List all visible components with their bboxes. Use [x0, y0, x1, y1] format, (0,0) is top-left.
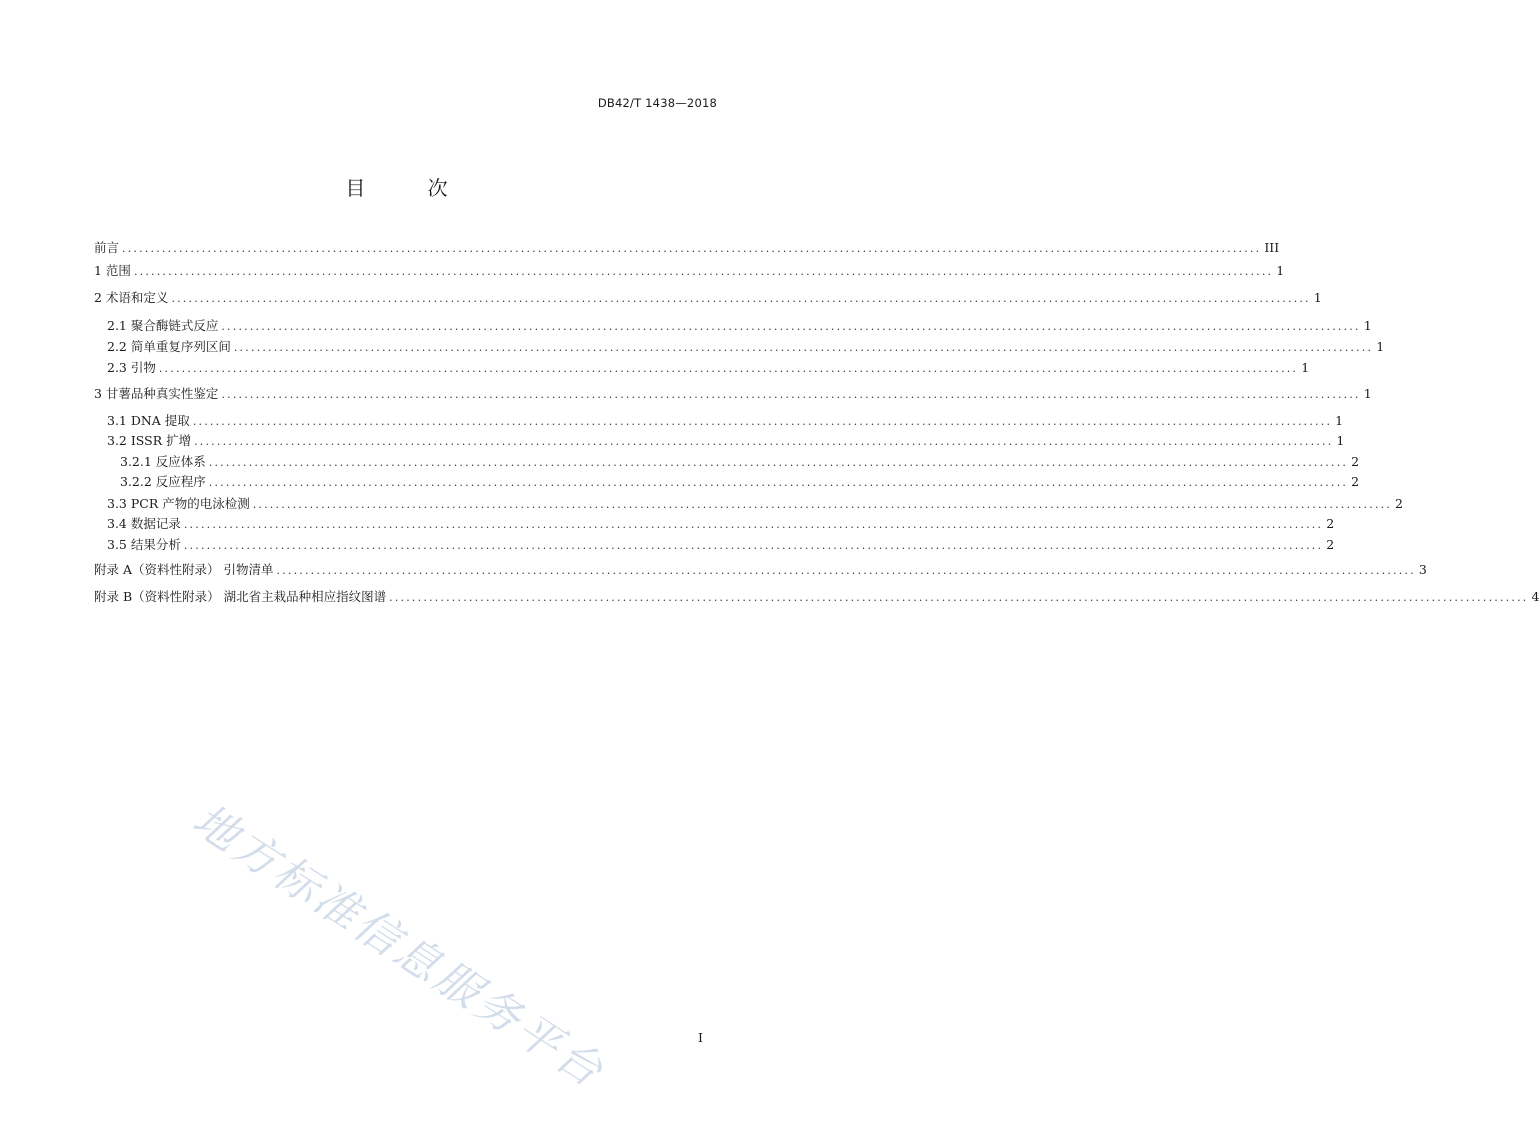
toc-entry-label: 3.3 PCR 产物的电泳检测: [107, 496, 250, 511]
toc-entry[interactable]: [94, 384, 1372, 404]
toc-entry-label: 2 术语和定义: [94, 290, 169, 305]
toc-leader-dots: ........................................................................................................................................................................................................: [183, 518, 1324, 531]
toc-entry[interactable]: [94, 288, 1322, 308]
toc-entry-page: 2: [1326, 516, 1335, 531]
toc-leader-dots: ........................................................................................................................................................................................................: [133, 265, 1274, 278]
toc-entry-page: 4: [1531, 589, 1539, 604]
toc-entry-page: 1: [1335, 413, 1344, 428]
toc-leader-dots: ........................................................................................................................................................................................................: [183, 539, 1324, 552]
page-title: 目 次: [345, 176, 476, 200]
toc-entry-page: 1: [1301, 360, 1310, 375]
toc-entry[interactable]: [107, 316, 1372, 336]
toc-leader-dots: ........................................................................................................................................................................................................: [221, 320, 1361, 333]
toc-entry-page: 2: [1395, 496, 1403, 511]
toc-entry-label: 附录 A（资料性附录） 引物清单: [94, 562, 274, 577]
toc-leader-dots: ........................................................................................................................................................................................................: [389, 591, 1529, 604]
toc-entry[interactable]: [107, 358, 1310, 378]
toc-entry-page: 1: [1376, 339, 1385, 354]
toc-entry[interactable]: [107, 411, 1344, 431]
toc-entry-label: 3.2.2 反应程序: [120, 474, 206, 489]
toc-entry[interactable]: [94, 587, 1539, 607]
toc-leader-dots: ........................................................................................................................................................................................................: [171, 292, 1311, 305]
toc-leader-dots: ........................................................................................................................................................................................................: [192, 415, 1333, 428]
toc-entry[interactable]: [94, 238, 1280, 258]
toc-leader-dots: ........................................................................................................................................................................................................: [276, 564, 1416, 577]
toc-entry-label: 3.4 数据记录: [107, 516, 181, 531]
toc-entry[interactable]: [94, 560, 1427, 580]
toc-leader-dots: ........................................................................................................................................................................................................: [208, 456, 1349, 469]
toc-entry-page: 1: [1336, 433, 1345, 448]
toc-leader-dots: ........................................................................................................................................................................................................: [252, 498, 1393, 511]
toc-leader-dots: ........................................................................................................................................................................................................: [158, 362, 1299, 375]
toc-entry-label: 附录 B（资料性附录） 湖北省主栽品种相应指纹图谱: [94, 589, 387, 604]
toc-entry-page: 2: [1351, 454, 1360, 469]
toc-entry[interactable]: [107, 431, 1345, 451]
toc-entry[interactable]: [120, 452, 1360, 472]
toc-entry-page: 2: [1351, 474, 1360, 489]
toc-entry-label: 1 范围: [94, 263, 131, 278]
toc-entry-label: 2.2 简单重复序列区间: [107, 339, 231, 354]
toc-entry-page: 1: [1313, 290, 1322, 305]
toc-leader-dots: ........................................................................................................................................................................................................: [221, 388, 1361, 401]
toc-entry[interactable]: [107, 535, 1335, 555]
toc-entry[interactable]: [120, 472, 1360, 492]
toc-entry-label: 3.1 DNA 提取: [107, 413, 190, 428]
toc-leader-dots: ........................................................................................................................................................................................................: [194, 435, 1334, 448]
toc-entry-label: 前言: [94, 240, 120, 255]
toc-leader-dots: ........................................................................................................................................................................................................: [233, 341, 1374, 354]
toc-entry[interactable]: [107, 514, 1335, 534]
toc-entry-page: III: [1264, 240, 1280, 255]
toc-entry-label: 3.2 ISSR 扩增: [107, 433, 192, 448]
watermark: 地方标准信息服务平台: [183, 794, 614, 1099]
toc-entry-label: 3.2.1 反应体系: [120, 454, 206, 469]
page-number: I: [698, 1030, 703, 1045]
toc-entry-label: 3.5 结果分析: [107, 537, 181, 552]
toc-entry[interactable]: [107, 494, 1403, 514]
toc-entry-page: 2: [1326, 537, 1335, 552]
toc-entry-label: 2.1 聚合酶链式反应: [107, 318, 219, 333]
toc-entry-page: 1: [1363, 386, 1372, 401]
toc-entry-label: 3 甘薯品种真实性鉴定: [94, 386, 219, 401]
toc-leader-dots: ........................................................................................................................................................................................................: [208, 476, 1349, 489]
toc-entry-page: 1: [1363, 318, 1372, 333]
document-id: DB42/T 1438—2018: [597, 96, 717, 110]
toc-entry-page: 3: [1418, 562, 1427, 577]
toc-entry[interactable]: [107, 337, 1385, 357]
toc-entry-page: 1: [1276, 263, 1285, 278]
toc-leader-dots: ........................................................................................................................................................................................................: [122, 242, 1262, 255]
toc-entry-label: 2.3 引物: [107, 360, 156, 375]
toc-entry[interactable]: [94, 261, 1285, 281]
